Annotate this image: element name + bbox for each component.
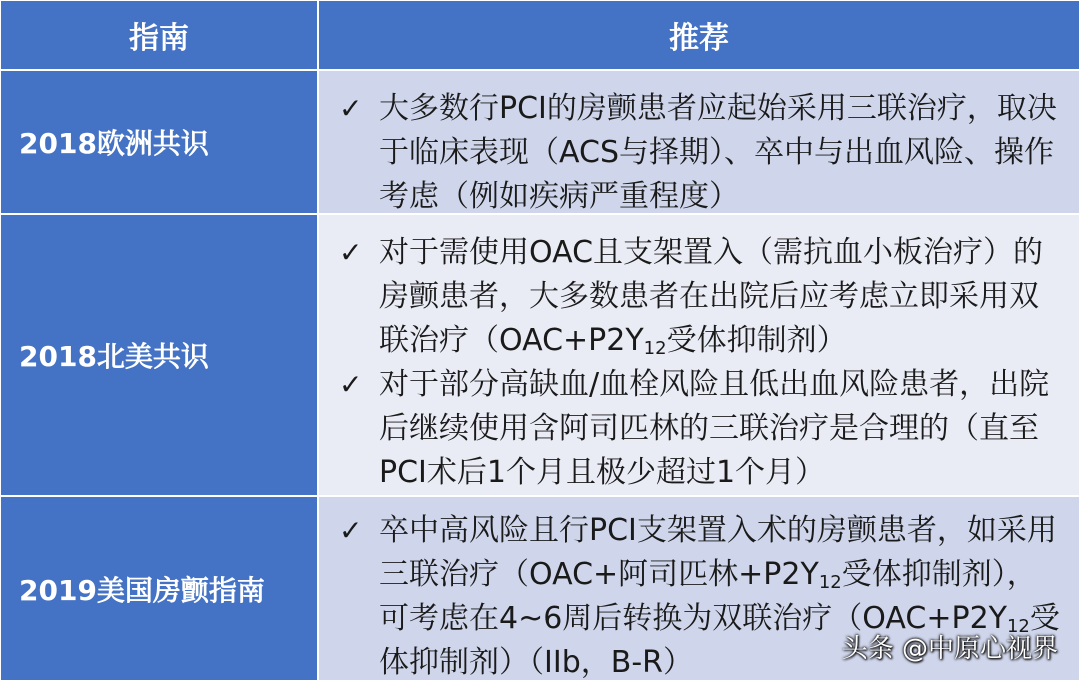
- text-segment: 受体抑制剂），可考虑在4~6周后转换为双联治疗（OAC+P2Y: [379, 557, 1037, 636]
- checkmark-icon: ✓: [339, 236, 363, 269]
- recommendation-cell-2018-north-america: [318, 214, 1080, 496]
- recommendation-item: [339, 87, 1065, 219]
- recommendation-item: [339, 363, 1065, 495]
- checkmark-icon: ✓: [339, 368, 363, 401]
- header-guide: 指南: [0, 0, 318, 70]
- text-segment: 受体抑制剂）（IIb，B-R）: [379, 601, 1060, 680]
- header-recommendation: 推荐: [318, 0, 1080, 70]
- text-segment: 受体抑制剂）: [666, 323, 847, 358]
- recommendation-text: [379, 231, 1065, 363]
- checkmark-icon: ✓: [339, 514, 363, 547]
- guide-name-2019-us-af: 2019美国房颤指南: [0, 496, 318, 681]
- subscript: 12: [643, 338, 667, 359]
- subscript: 12: [818, 572, 842, 593]
- recommendation-cell-2018-europe: [318, 70, 1080, 214]
- recommendation-text: 对于部分高缺血/血栓风险且低出血风险患者，出院后继续使用含阿司匹林的三联治疗是合理的（直至PCI术后1个月且极少超过1个月）: [379, 367, 1050, 490]
- recommendation-text: 大多数行PCI的房颤患者应起始采用三联治疗，取决于临床表现（ACS与择期）、卒中与出血风险、操作考虑（例如疾病严重程度）: [379, 91, 1057, 214]
- text-segment: 对于需使用OAC且支架置入（需抗血小板治疗）的房颤患者，大多数患者在出院后应考虑立即采用双联治疗（OAC+P2Y: [379, 235, 1044, 358]
- checkmark-icon: ✓: [339, 92, 363, 125]
- watermark: 头条 @中原心视界: [841, 634, 1058, 664]
- text-segment: 卒中高风险且行PCI支架置入术的房颤患者，如采用三联治疗（OAC+阿司匹林+P2Y: [379, 513, 1057, 592]
- guide-name-2018-europe: 2018欧洲共识: [0, 70, 318, 214]
- recommendation-item: [339, 231, 1065, 363]
- guide-name-2018-north-america: 2018北美共识: [0, 214, 318, 496]
- subscript: 12: [1006, 616, 1030, 637]
